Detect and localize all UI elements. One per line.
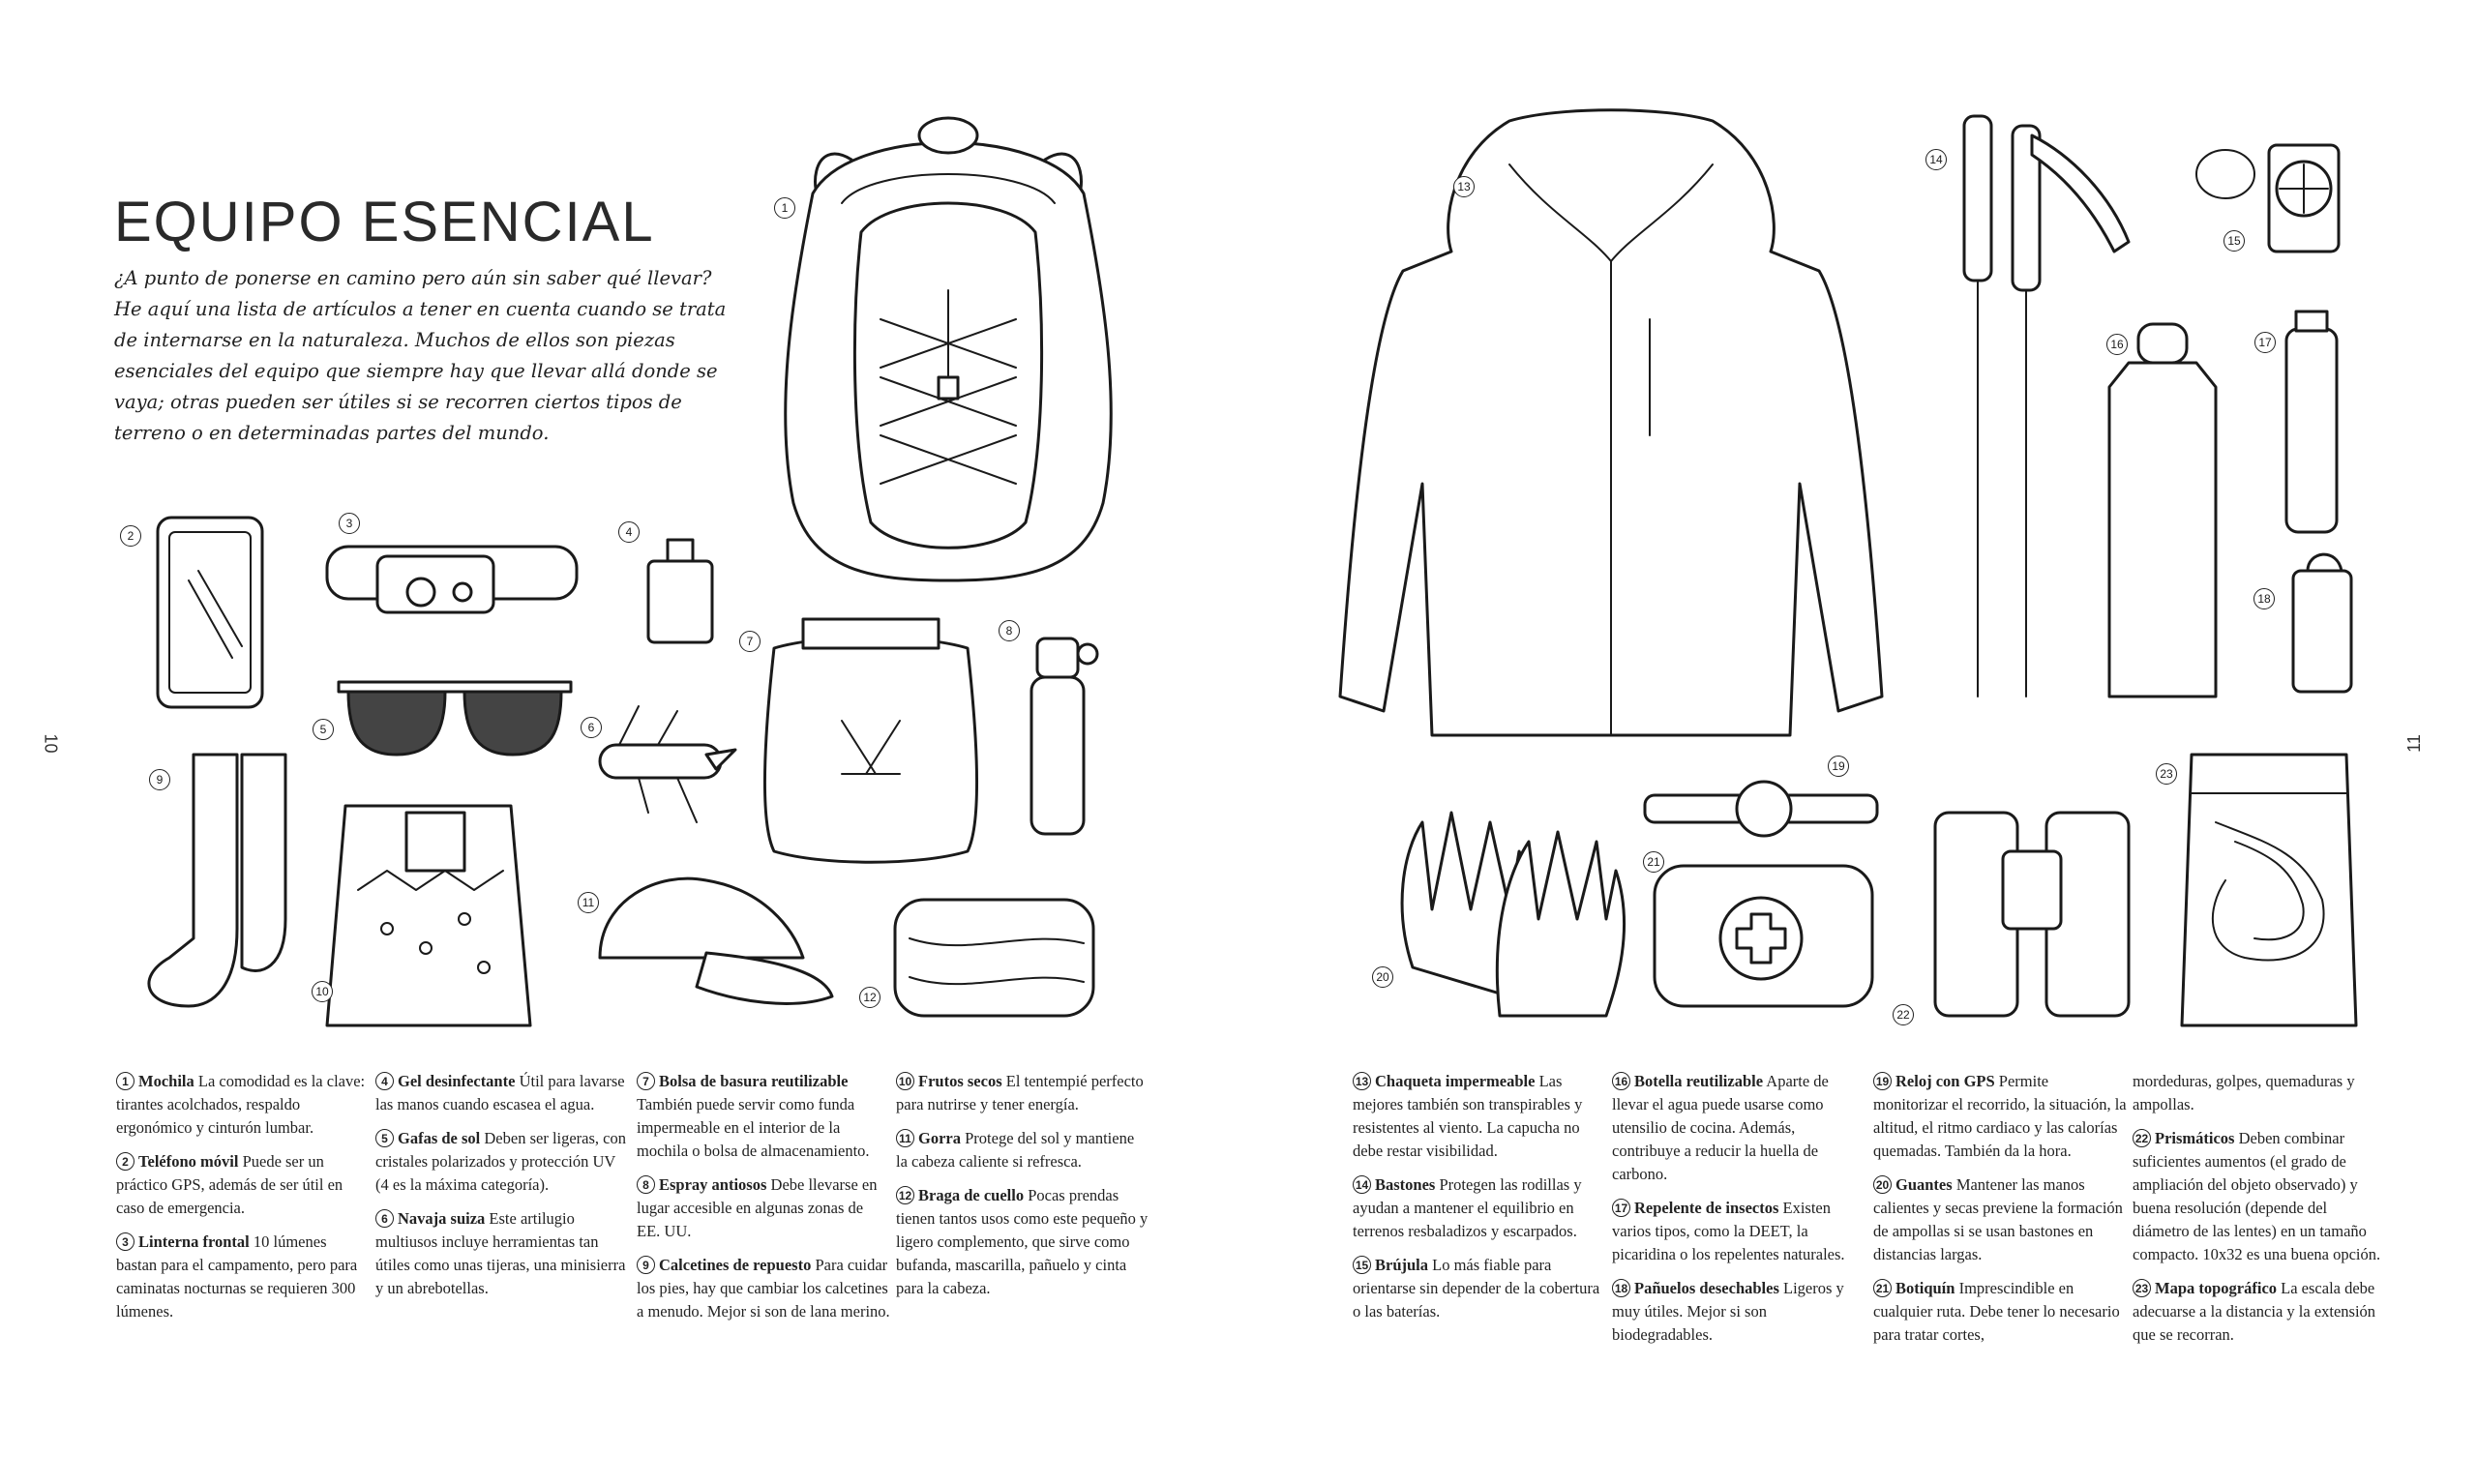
item-name: Mochila <box>138 1072 194 1090</box>
item-number: 4 <box>375 1072 394 1090</box>
item-entry <box>896 1184 1149 1300</box>
sunglasses-illustration <box>339 682 571 755</box>
page-number-right: 11 <box>2403 734 2424 753</box>
page-title: EQUIPO ESENCIAL <box>114 191 655 253</box>
tissues-illustration <box>2293 554 2351 692</box>
column-8 <box>2133 1070 2386 1357</box>
callout-18: 18 <box>2253 588 2275 609</box>
callout-13: 13 <box>1453 176 1475 197</box>
callout-23: 23 <box>2156 763 2177 785</box>
trekking-poles-illustration <box>1964 116 2129 697</box>
item-number: 16 <box>1612 1072 1630 1090</box>
item-entry <box>1873 1277 2127 1347</box>
item-number: 15 <box>1353 1256 1371 1274</box>
item-number: 8 <box>637 1175 655 1194</box>
item-entry <box>116 1231 370 1323</box>
column-4 <box>896 1070 1149 1311</box>
item-text: Imprescindible en cualquier ruta. Debe tener lo necesario para tratar cortes, <box>1873 1279 2120 1344</box>
item-entry <box>116 1070 370 1140</box>
callout-4: 4 <box>618 521 640 543</box>
item-entry <box>1873 1173 2127 1266</box>
item-text: Protegen las rodillas y ayudan a mantener el equilibrio en terrenos resbaladizos y escarpados. <box>1353 1175 1582 1240</box>
item-name: Guantes <box>1895 1175 1953 1194</box>
binoculars-illustration <box>1935 813 2129 1016</box>
item-text: Útil para lavarse las manos cuando escasea el agua. <box>375 1072 625 1113</box>
item-number: 13 <box>1353 1072 1371 1090</box>
callout-11: 11 <box>578 892 599 913</box>
item-text: 10 lúmenes bastan para el campamento, pero para caminatas nocturnas se requieren 300 lúmenes. <box>116 1232 358 1321</box>
item-name: Gafas de sol <box>398 1129 481 1147</box>
callout-8: 8 <box>999 620 1020 641</box>
item-name: Linterna frontal <box>138 1232 250 1251</box>
item-text: Este artilugio multiusos incluye herramientas tan útiles como unas tijeras, una minisierra y un abrebotellas. <box>375 1209 626 1297</box>
item-entry <box>116 1150 370 1220</box>
callout-19: 19 <box>1828 756 1849 777</box>
item-text: Protege del sol y mantiene la cabeza caliente si refresca. <box>896 1129 1135 1171</box>
item-name: Pañuelos desechables <box>1634 1279 1779 1297</box>
item-entry <box>637 1254 890 1323</box>
item-entry <box>1873 1070 2127 1163</box>
callout-15: 15 <box>2223 230 2245 252</box>
item-text: Permite monitorizar el recorrido, la situación, la altitud, el ritmo cardiaco y las calorías quemadas. También da la hora. <box>1873 1072 2127 1160</box>
item-entry <box>1353 1173 1606 1243</box>
item-number: 5 <box>375 1129 394 1147</box>
item-name: Prismáticos <box>2155 1129 2235 1147</box>
intro-text: ¿A punto de ponerse en camino pero aún sin saber qué llevar? He aquí una lista de artículos a tener en cuenta cuando se trata de internarse en la naturaleza. Muchos de ellos son piezas esenciales del equipo que siempre hay que llevar allá donde se vaya; otras pueden ser útiles si se recorren ciertos tipos de terreno o en determinadas partes del mundo. <box>114 267 727 444</box>
item-number: 6 <box>375 1209 394 1228</box>
item-entry <box>1353 1070 1606 1163</box>
item-number: 18 <box>1612 1279 1630 1297</box>
item-text: Aparte de llevar el agua puede usarse como utensilio de cocina. Además, contribuye a reducir la huella de carbono. <box>1612 1072 1829 1183</box>
column-7 <box>1873 1070 2127 1357</box>
phone-illustration <box>158 518 262 707</box>
item-entry <box>637 1070 890 1163</box>
callout-1: 1 <box>774 197 795 219</box>
callout-16: 16 <box>2106 334 2128 355</box>
callout-14: 14 <box>1925 149 1947 170</box>
item-text: Debe llevarse en lugar accesible en algunas zonas de EE. UU. <box>637 1175 878 1240</box>
nuts-bag-illustration <box>327 806 530 1025</box>
item-name: Teléfono móvil <box>138 1152 239 1171</box>
callout-22: 22 <box>1893 1004 1914 1025</box>
item-number: 2 <box>116 1152 134 1171</box>
cap-illustration <box>600 878 832 1003</box>
column-3 <box>637 1070 890 1334</box>
item-entry <box>2133 1277 2386 1347</box>
callout-10: 10 <box>312 981 333 1002</box>
item-name: Reloj con GPS <box>1895 1072 1995 1090</box>
item-entry <box>375 1070 629 1116</box>
callout-21: 21 <box>1643 851 1664 873</box>
item-number: 20 <box>1873 1175 1892 1194</box>
item-entry <box>375 1127 629 1197</box>
item-entry <box>1353 1254 1606 1323</box>
item-text: Para cuidar los pies, hay que cambiar los calcetines a menudo. Mejor si son de lana merino. <box>637 1256 890 1321</box>
gps-watch-illustration <box>1645 782 1877 836</box>
item-name: Repelente de insectos <box>1634 1199 1779 1217</box>
callout-2: 2 <box>120 525 141 547</box>
gloves-illustration <box>1402 813 1624 1016</box>
item-name: Espray antiosos <box>659 1175 767 1194</box>
socks-illustration <box>149 755 285 1006</box>
item-text: Existen varios tipos, como la DEET, la picaridina o los repelentes naturales. <box>1612 1199 1845 1263</box>
item-number: 11 <box>896 1129 914 1147</box>
callout-7: 7 <box>739 631 761 652</box>
item-text: También puede servir como funda impermeable en el interior de la mochila o bolsa de almacenamiento. <box>637 1095 870 1160</box>
insect-repellent-illustration <box>2286 312 2337 532</box>
hand-gel-illustration <box>648 540 712 642</box>
topographic-map-illustration <box>2182 755 2356 1025</box>
item-number: 22 <box>2133 1129 2151 1147</box>
callout-17: 17 <box>2254 332 2276 353</box>
item-entry <box>896 1127 1149 1173</box>
column-2 <box>375 1070 629 1311</box>
item-number: 3 <box>116 1232 134 1251</box>
item-name: Bastones <box>1375 1175 1436 1194</box>
item-name: Gorra <box>918 1129 961 1147</box>
callout-5: 5 <box>313 719 334 740</box>
swiss-knife-illustration <box>600 706 735 822</box>
column-1 <box>116 1070 370 1334</box>
item-text: Pocas prendas tienen tantos usos como este pequeño y ligero complemento, que sirve como bufanda, mascarilla, pañuelo y cinta para la cabeza. <box>896 1186 1149 1297</box>
item-name: Bolsa de basura reutilizable <box>659 1072 849 1090</box>
item-name: Calcetines de repuesto <box>659 1256 812 1274</box>
item-text: La comodidad es la clave: tirantes acolchados, respaldo ergonómico y cinturón lumbar. <box>116 1072 366 1137</box>
item-name: Botiquín <box>1895 1279 1955 1297</box>
item-text: Puede ser un práctico GPS, además de ser útil en caso de emergencia. <box>116 1152 343 1217</box>
headlamp-illustration <box>327 547 577 612</box>
column-6 <box>1612 1070 1865 1357</box>
item-text: La escala debe adecuarse a la distancia y la extensión que se recorran. <box>2133 1279 2376 1344</box>
callout-12: 12 <box>859 987 880 1008</box>
item-number: 14 <box>1353 1175 1371 1194</box>
item-number: 9 <box>637 1256 655 1274</box>
item-name: Botella reutilizable <box>1634 1072 1764 1090</box>
item-name: Navaja suiza <box>398 1209 486 1228</box>
item-text: El tentempié perfecto para nutrirse y tener energía. <box>896 1072 1144 1113</box>
item-number: 7 <box>637 1072 655 1090</box>
item-entry <box>896 1070 1149 1116</box>
item-continuation: mordeduras, golpes, quemaduras y ampollas. <box>2133 1072 2355 1113</box>
item-entry <box>1612 1197 1865 1266</box>
item-number: 1 <box>116 1072 134 1090</box>
jacket-illustration <box>1340 110 1882 735</box>
item-entry <box>1612 1277 1865 1347</box>
item-number: 17 <box>1612 1199 1630 1217</box>
first-aid-kit-illustration <box>1655 866 1872 1006</box>
item-number: 10 <box>896 1072 914 1090</box>
callout-3: 3 <box>339 513 360 534</box>
page-number-left: 10 <box>41 733 61 754</box>
item-text: Lo más fiable para orientarse sin depender de la cobertura o las baterías. <box>1353 1256 1600 1321</box>
item-entry <box>637 1173 890 1243</box>
item-number: 19 <box>1873 1072 1892 1090</box>
item-name: Frutos secos <box>918 1072 1002 1090</box>
item-entry <box>2133 1127 2386 1266</box>
compass-illustration <box>2196 145 2339 252</box>
item-name: Gel desinfectante <box>398 1072 516 1090</box>
item-name: Chaqueta impermeable <box>1375 1072 1536 1090</box>
neck-gaiter-illustration <box>895 900 1093 1016</box>
item-number: 21 <box>1873 1279 1892 1297</box>
item-entry <box>1612 1070 1865 1186</box>
item-name: Brújula <box>1375 1256 1429 1274</box>
item-text: Deben combinar suficientes aumentos (el grado de ampliación del objeto observado) y buena resolución (depende del diámetro de las lentes) en un tamaño compacto. 10x32 es una buena opción. <box>2133 1129 2381 1263</box>
reusable-bag-illustration <box>765 619 977 862</box>
callout-9: 9 <box>149 769 170 790</box>
item-entry <box>375 1207 629 1300</box>
item-name: Mapa topográfico <box>2155 1279 2278 1297</box>
column-5 <box>1353 1070 1606 1334</box>
callout-6: 6 <box>581 717 602 738</box>
item-number: 23 <box>2133 1279 2151 1297</box>
item-number: 12 <box>896 1186 914 1204</box>
item-text: Mantener las manos calientes y secas previene la formación de ampollas si se usan bastones en distancias largas. <box>1873 1175 2123 1263</box>
item-text: Deben ser ligeras, con cristales polarizados y protección UV (4 es la máxima categoría). <box>375 1129 626 1194</box>
reusable-bottle-illustration <box>2109 324 2216 697</box>
item-text: Ligeros y muy útiles. Mejor si son biodegradables. <box>1612 1279 1844 1344</box>
bear-spray-illustration <box>1031 638 1097 834</box>
item-text: Las mejores también son transpirables y resistentes al viento. La capucha no debe restar visibilidad. <box>1353 1072 1583 1160</box>
backpack-illustration <box>786 118 1112 580</box>
item-name: Braga de cuello <box>918 1186 1025 1204</box>
callout-20: 20 <box>1372 966 1393 988</box>
